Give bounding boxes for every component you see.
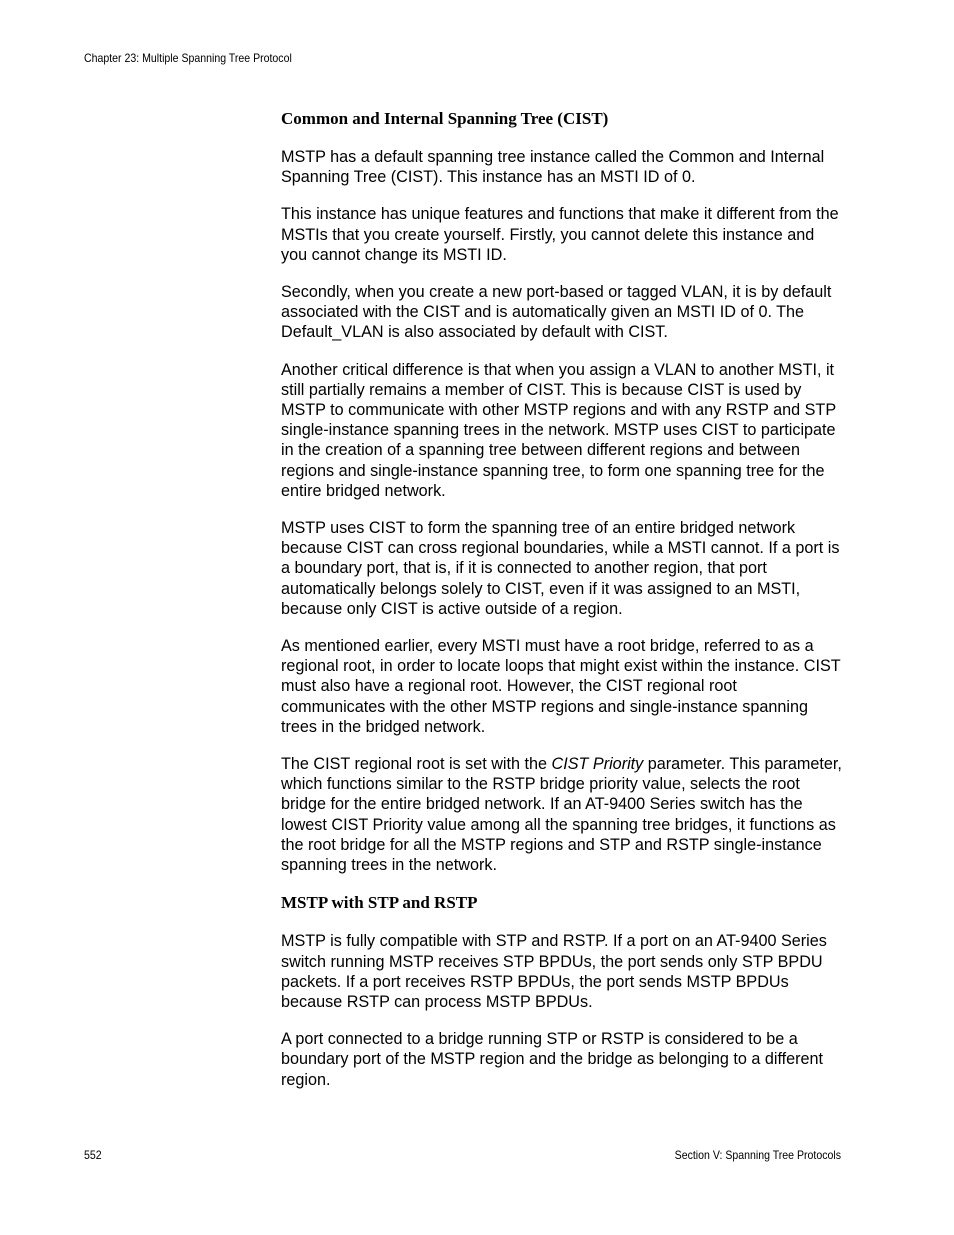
page-number: 552 [84, 1148, 102, 1162]
emphasis-cist-priority: CIST Priority [551, 755, 644, 774]
running-header: Chapter 23: Multiple Spanning Tree Protocol [84, 51, 292, 65]
text-run: The CIST regional root is set with the [281, 755, 552, 774]
paragraph: MSTP has a default spanning tree instance called the Common and Internal Spanning Tree (CIST). This instance has an MSTI ID of 0. [281, 148, 825, 187]
paragraph-cist-priority [281, 754, 843, 875]
paragraph: Another critical difference is that when you assign a VLAN to another MSTI, it still partially remains a member of CIST. This is because CIST is used by MSTP to communicate with other MSTP regions and with any RSTP and STP single-instance spanning trees in the network. MSTP uses CIST to participate in the creation of a spanning tree between different regions and between regions and single-instance spanning tree, to form one spanning tree for the entire bridged network. [281, 360, 836, 500]
page-content [281, 108, 843, 1107]
paragraph: Secondly, when you create a new port-based or tagged VLAN, it is by default associated with the CIST and is automatically given an MSTI ID of 0. The Default_VLAN is also associated by default with CIST. [281, 283, 832, 342]
section-heading-cist: Common and Internal Spanning Tree (CIST) [281, 109, 609, 128]
paragraph: This instance has unique features and functions that make it different from the MSTIs that you create yourself. Firstly, you cannot delete this instance and you cannot change its MSTI ID. [281, 205, 839, 264]
paragraph: MSTP uses CIST to form the spanning tree of an entire bridged network because CIST can cross regional boundaries, while a MSTI cannot. If a port is a boundary port, that is, if it is connected to another region, that port automatically belongs solely to CIST, even if it was assigned to an MSTI, because only CIST is active outside of a region. [281, 519, 840, 618]
paragraph: A port connected to a bridge running STP or RSTP is considered to be a boundary port of the MSTP region and the bridge as belonging to a different region. [281, 1030, 824, 1089]
section-heading-mstp-stp-rstp: MSTP with STP and RSTP [281, 893, 478, 913]
running-footer-section: Section V: Spanning Tree Protocols [674, 1148, 841, 1162]
paragraph: As mentioned earlier, every MSTI must have a root bridge, referred to as a regional root, in order to locate loops that might exist within the instance. CIST must also have a regional root. However, the CIST regional root communicates with the other MSTP regions and single-instance spanning trees in the bridged network. [281, 637, 841, 736]
paragraph: MSTP is fully compatible with STP and RSTP. If a port on an AT-9400 Series switch running MSTP receives STP BPDUs, the port sends only STP BPDU packets. If a port receives RSTP BPDUs, the port sends MSTP BPDUs because RSTP can process MSTP BPDUs. [281, 932, 827, 1011]
text-run: parameter. This parameter, which functions similar to the RSTP bridge priority value, selects the root bridge for the entire bridged network. If an AT-9400 Series switch has the lowest CIST Priority value among all the spanning tree bridges, it functions as the root bridge for all the MSTP regions and STP and RSTP single-instance spanning trees in the network. [281, 755, 842, 875]
